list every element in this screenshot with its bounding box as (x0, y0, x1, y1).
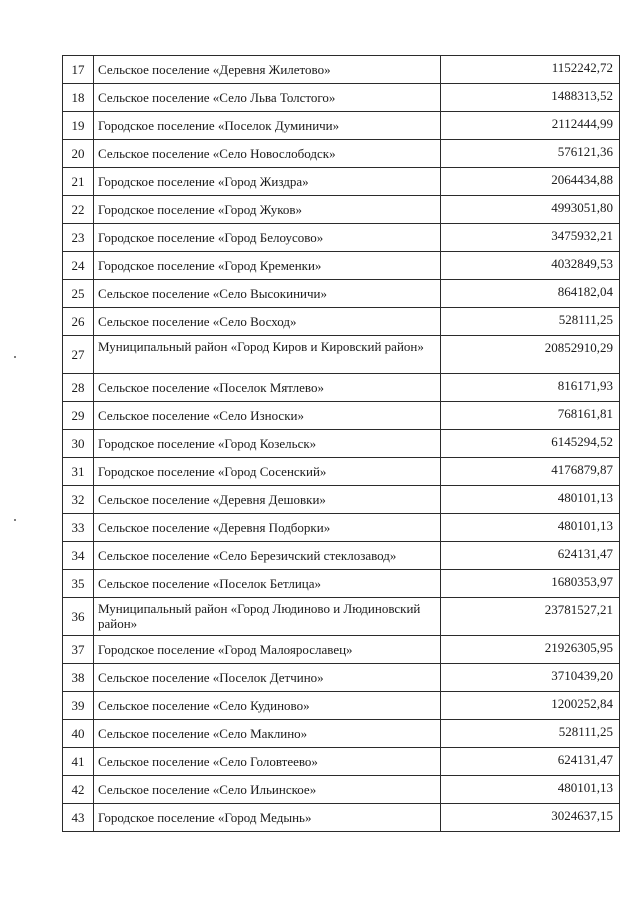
allocation-amount: 576121,36 (441, 140, 620, 168)
scan-dot (14, 519, 16, 521)
row-number: 27 (63, 336, 94, 374)
municipality-name: Сельское поселение «Село Кудиново» (94, 692, 441, 720)
row-number: 40 (63, 720, 94, 748)
table-row (63, 84, 620, 112)
municipality-name: Городское поселение «Город Сосенский» (94, 458, 441, 486)
allocation-amount: 2112444,99 (441, 112, 620, 140)
municipality-name: Городское поселение «Поселок Думиничи» (94, 112, 441, 140)
allocation-amount: 1152242,72 (441, 56, 620, 84)
row-number: 28 (63, 374, 94, 402)
allocation-amount: 816171,93 (441, 374, 620, 402)
row-number: 32 (63, 486, 94, 514)
row-number: 43 (63, 804, 94, 832)
municipality-name: Сельское поселение «Поселок Детчино» (94, 664, 441, 692)
municipality-name: Муниципальный район «Город Киров и Кировский район» (94, 336, 441, 374)
municipality-name: Сельское поселение «Село Высокиничи» (94, 280, 441, 308)
row-number: 36 (63, 598, 94, 636)
row-number: 21 (63, 168, 94, 196)
table-row (63, 598, 620, 636)
table-row (63, 224, 620, 252)
row-number: 18 (63, 84, 94, 112)
table-row (63, 458, 620, 486)
allocation-amount: 480101,13 (441, 776, 620, 804)
municipality-name: Сельское поселение «Поселок Бетлица» (94, 570, 441, 598)
municipality-name: Городское поселение «Город Кременки» (94, 252, 441, 280)
allocation-amount: 528111,25 (441, 720, 620, 748)
row-number: 20 (63, 140, 94, 168)
row-number: 30 (63, 430, 94, 458)
municipality-name: Сельское поселение «Село Ильинское» (94, 776, 441, 804)
allocation-amount: 4993051,80 (441, 196, 620, 224)
municipality-name: Сельское поселение «Село Головтеево» (94, 748, 441, 776)
municipality-name: Сельское поселение «Село Маклино» (94, 720, 441, 748)
municipality-name: Городское поселение «Город Белоусово» (94, 224, 441, 252)
municipality-name: Городское поселение «Город Жиздра» (94, 168, 441, 196)
table-row (63, 308, 620, 336)
row-number: 33 (63, 514, 94, 542)
table-row (63, 252, 620, 280)
allocation-table (62, 55, 620, 832)
table-row (63, 486, 620, 514)
allocation-amount: 21926305,95 (441, 636, 620, 664)
municipality-name: Сельское поселение «Село Восход» (94, 308, 441, 336)
table-row (63, 56, 620, 84)
allocation-amount: 624131,47 (441, 542, 620, 570)
allocation-amount: 528111,25 (441, 308, 620, 336)
table-row (63, 196, 620, 224)
table-row (63, 336, 620, 374)
table-row (63, 804, 620, 832)
row-number: 22 (63, 196, 94, 224)
allocation-amount: 768161,81 (441, 402, 620, 430)
row-number: 38 (63, 664, 94, 692)
allocation-amount: 20852910,29 (441, 336, 620, 374)
municipality-name: Сельское поселение «Деревня Подборки» (94, 514, 441, 542)
allocation-amount: 480101,13 (441, 514, 620, 542)
municipality-name: Сельское поселение «Село Льва Толстого» (94, 84, 441, 112)
table-row (63, 636, 620, 664)
municipality-name: Муниципальный район «Город Людиново и Людиновский район» (94, 598, 441, 636)
allocation-amount: 3024637,15 (441, 804, 620, 832)
allocation-amount: 864182,04 (441, 280, 620, 308)
table-row (63, 168, 620, 196)
row-number: 34 (63, 542, 94, 570)
table-row (63, 280, 620, 308)
row-number: 29 (63, 402, 94, 430)
allocation-table-body (63, 56, 620, 832)
municipality-name: Городское поселение «Город Малоярославец» (94, 636, 441, 664)
row-number: 31 (63, 458, 94, 486)
allocation-amount: 1200252,84 (441, 692, 620, 720)
table-row (63, 140, 620, 168)
allocation-amount: 480101,13 (441, 486, 620, 514)
municipality-name: Сельское поселение «Деревня Дешовки» (94, 486, 441, 514)
municipality-name: Сельское поселение «Село Новослободск» (94, 140, 441, 168)
table-row (63, 542, 620, 570)
municipality-name: Сельское поселение «Село Березичский стеклозавод» (94, 542, 441, 570)
row-number: 23 (63, 224, 94, 252)
table-row (63, 664, 620, 692)
row-number: 17 (63, 56, 94, 84)
municipality-name: Городское поселение «Город Козельск» (94, 430, 441, 458)
row-number: 39 (63, 692, 94, 720)
table-row (63, 776, 620, 804)
allocation-amount: 4032849,53 (441, 252, 620, 280)
allocation-amount: 23781527,21 (441, 598, 620, 636)
municipality-name: Городское поселение «Город Медынь» (94, 804, 441, 832)
row-number: 19 (63, 112, 94, 140)
row-number: 42 (63, 776, 94, 804)
row-number: 41 (63, 748, 94, 776)
row-number: 37 (63, 636, 94, 664)
allocation-amount: 3710439,20 (441, 664, 620, 692)
allocation-amount: 1680353,97 (441, 570, 620, 598)
table-row (63, 748, 620, 776)
table-row (63, 720, 620, 748)
row-number: 25 (63, 280, 94, 308)
municipality-name: Сельское поселение «Село Износки» (94, 402, 441, 430)
municipality-name: Сельское поселение «Поселок Мятлево» (94, 374, 441, 402)
row-number: 26 (63, 308, 94, 336)
table-row (63, 430, 620, 458)
table-row (63, 112, 620, 140)
table-row (63, 514, 620, 542)
municipality-name: Городское поселение «Город Жуков» (94, 196, 441, 224)
allocation-amount: 4176879,87 (441, 458, 620, 486)
table-row (63, 692, 620, 720)
table-row (63, 374, 620, 402)
allocation-amount: 6145294,52 (441, 430, 620, 458)
table-row (63, 402, 620, 430)
row-number: 35 (63, 570, 94, 598)
municipality-name: Сельское поселение «Деревня Жилетово» (94, 56, 441, 84)
allocation-amount: 624131,47 (441, 748, 620, 776)
table-row (63, 570, 620, 598)
row-number: 24 (63, 252, 94, 280)
scan-dot (14, 356, 16, 358)
allocation-amount: 2064434,88 (441, 168, 620, 196)
allocation-amount: 1488313,52 (441, 84, 620, 112)
allocation-amount: 3475932,21 (441, 224, 620, 252)
